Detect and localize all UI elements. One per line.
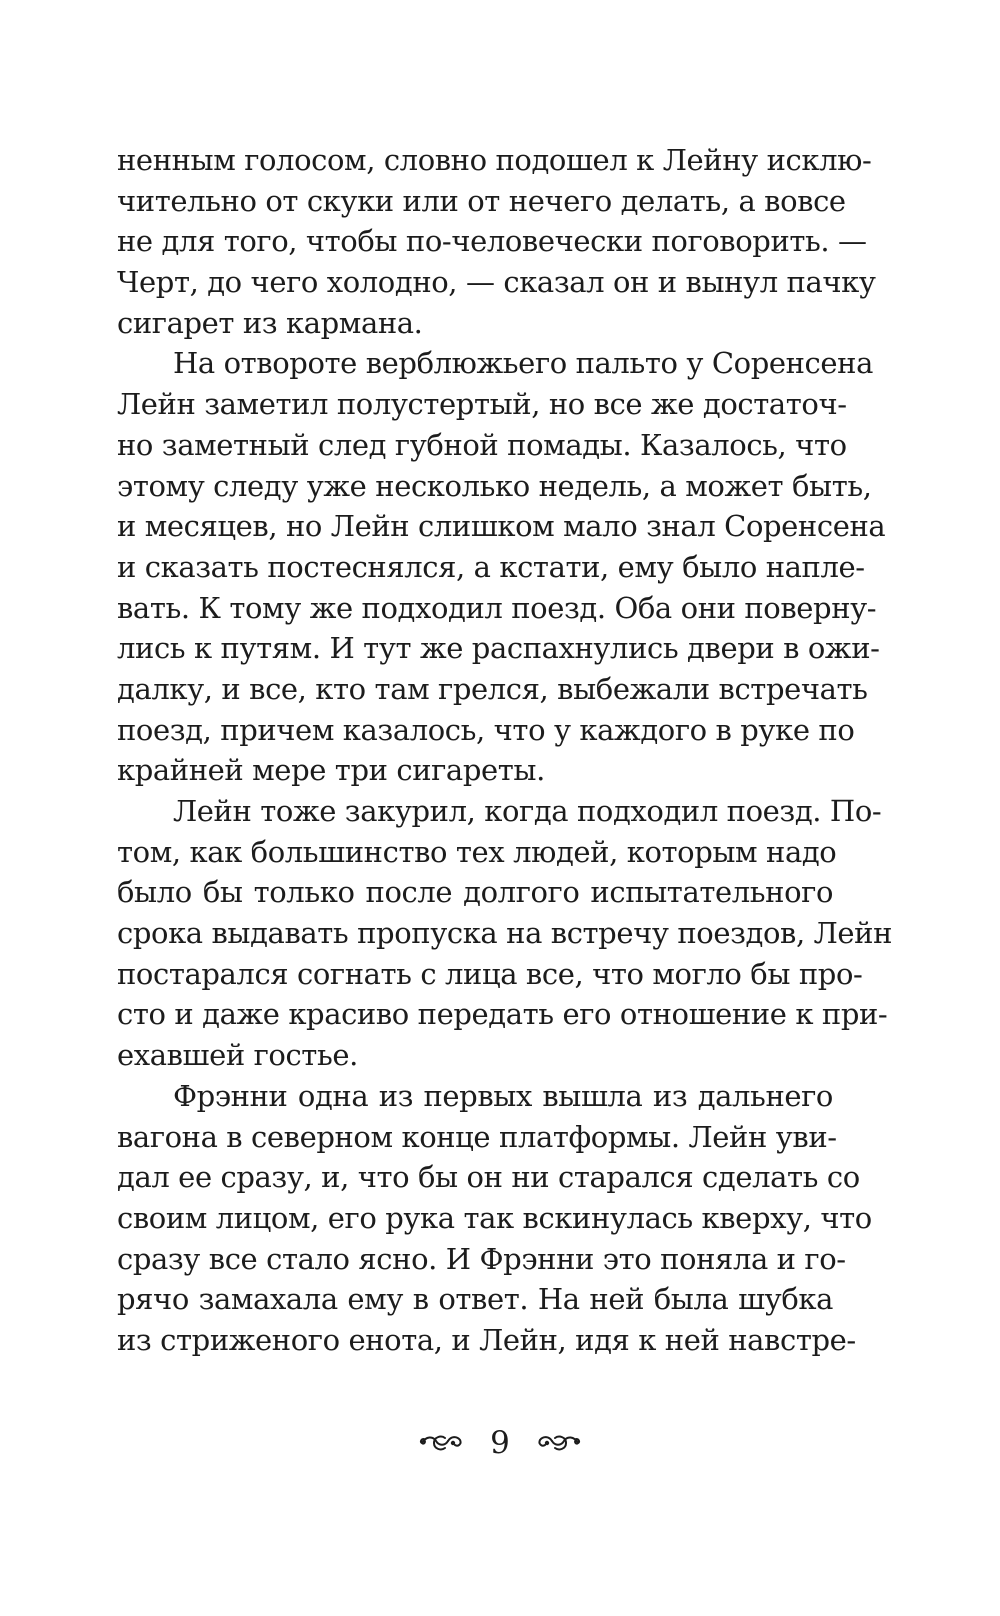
page-footer [0, 1418, 1000, 1468]
text-line: рячо замахала ему в ответ. На ней была шубка [117, 1282, 833, 1317]
text-line: поезд, причем казалось, что у каждого в руке по [117, 712, 855, 747]
text-line: лись к путям. И тут же распахнулись двери в ожи- [117, 631, 880, 666]
text-line: Лейн заметил полустертый, но все же достаточ- [117, 387, 847, 422]
text-line: и месяцев, но Лейн слишком мало знал Соренсена [117, 509, 886, 544]
text-line: этому следу уже несколько недель, а может быть, [117, 468, 872, 503]
text-line: своим лицом, его рука так вскинулась кверху, что [117, 1200, 872, 1235]
paragraph-first-line: Фрэнни одна из первых вышла из дальнего [173, 1078, 833, 1113]
floral-ornament-icon [418, 1428, 464, 1458]
text-line: крайней мере три сигареты. [117, 753, 545, 788]
text-line: было бы только после долгого испытательного [117, 875, 833, 910]
text-line: сто и даже красиво передать его отношение к при- [117, 997, 888, 1032]
text-line: вать. К тому же подходил поезд. Оба они поверну- [117, 590, 877, 625]
text-line: том, как большинство тех людей, которым надо [117, 834, 837, 869]
text-line: вагона в северном конце платформы. Лейн уви- [117, 1119, 837, 1154]
text-line: дал ее сразу, и, что бы он ни старался сделать со [117, 1160, 860, 1195]
floral-ornament-icon [536, 1428, 582, 1458]
page-number: 9 [490, 1425, 510, 1461]
text-line: чительно от скуки или от нечего делать, а вовсе [117, 183, 846, 218]
text-line: сразу все стало ясно. И Фрэнни это поняла и го- [117, 1241, 846, 1276]
text-line: далку, и все, кто там грелся, выбежали встречать [117, 671, 868, 706]
text-line: постарался согнать с лица все, что могло бы про- [117, 956, 863, 991]
text-line: не для того, чтобы по-человечески поговорить. — [117, 224, 867, 259]
text-line: ехавшей гостье. [117, 1038, 358, 1073]
text-line: Черт, до чего холодно, — сказал он и вынул пачку [117, 265, 876, 300]
text-line: но заметный след губной помады. Казалось, что [117, 427, 847, 462]
body-text [117, 140, 893, 1361]
text-line: из стриженого енота, и Лейн, идя к ней навстре- [117, 1322, 856, 1357]
text-line: срока выдавать пропуска на встречу поездов, Лейн [117, 916, 893, 951]
paragraph-first-line: Лейн тоже закурил, когда подходил поезд. По- [173, 794, 882, 828]
text-line: ненным голосом, словно подошел к Лейну исклю- [117, 143, 872, 177]
text-line: сигарет из кармана. [117, 305, 423, 340]
paragraph-first-line: На отвороте верблюжьего пальто у Соренсена [173, 346, 873, 381]
text-line: и сказать постеснялся, а кстати, ему было напле- [117, 549, 865, 584]
